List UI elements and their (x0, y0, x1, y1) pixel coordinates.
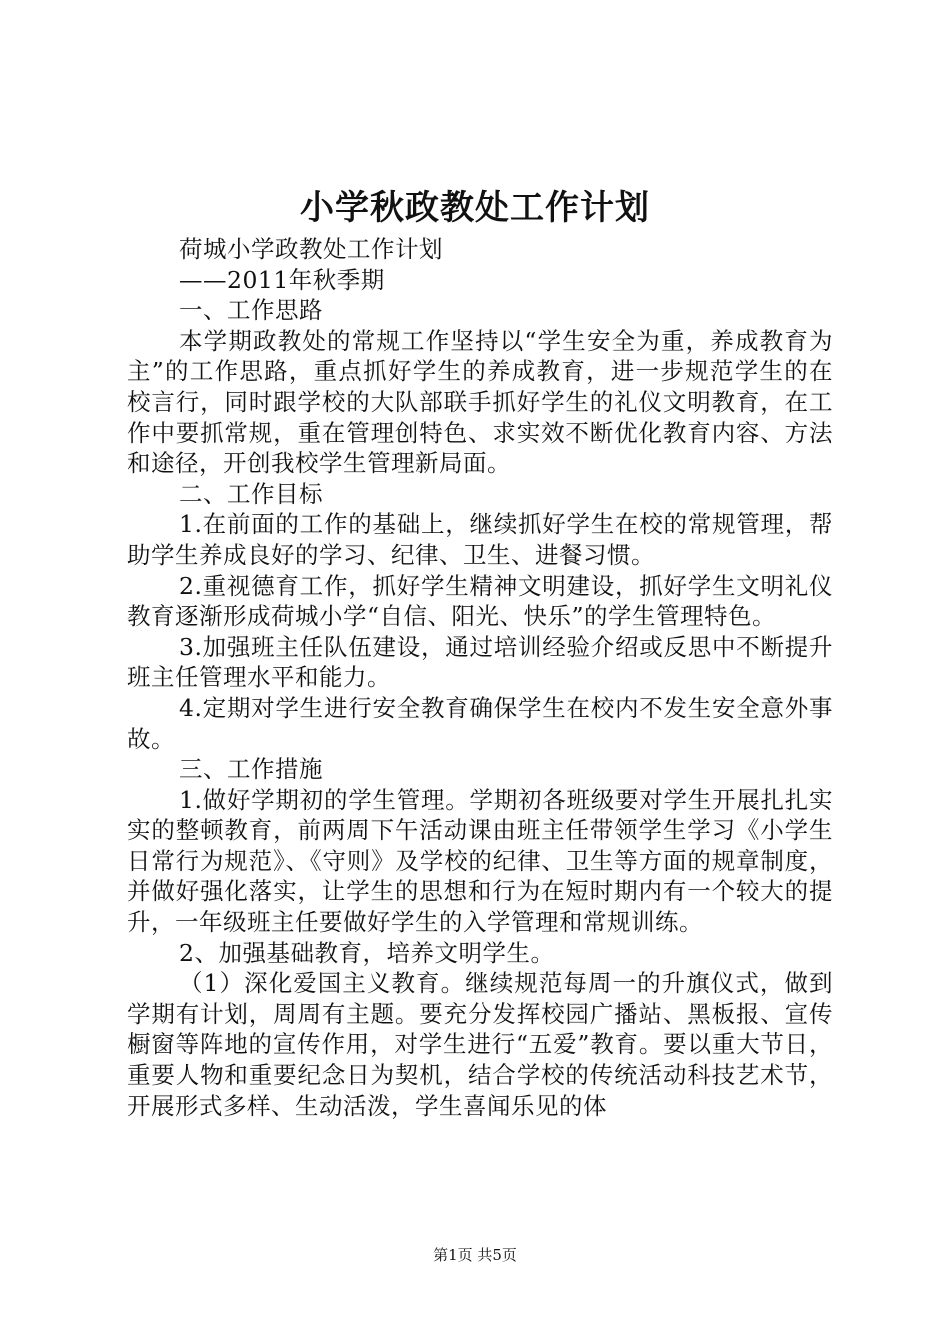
measure-item-2: 2、加强基础教育，培养文明学生。 (179, 938, 555, 967)
paragraph-work-idea: 本学期政教处的常规工作坚持以“学生安全为重，养成教育为主”的工作思路，重点抓好学生的养成教育，进一步规范学生的在校言行，同时跟学校的大队部联手抓好学生的礼仪文明教育，在工作中要抓常规，重在管理创特色、求实效不断优化教育内容、方法和途径，开创我校学生管理新局面。 (127, 326, 833, 478)
school-plan-heading: 荷城小学政教处工作计划 (179, 235, 443, 263)
page-footer: 第1页 共5页 (433, 1246, 517, 1264)
document-title: 小学秋政教处工作计划 (300, 188, 650, 228)
goal-item-3: 3.加强班主任队伍建设，通过培训经验介绍或反思中不断提升班主任管理水平和能力。 (127, 632, 833, 692)
measure-item-1: 1.做好学期初的学生管理。学期初各班级要对学生开展扎扎实实的整顿教育，前两周下午活动课由班主任带领学生学习《小学生日常行为规范》、《守则》及学校的纪律、卫生等方面的规章制度，并做好强化落实，让学生的思想和行为在短时期内有一个较大的提升，一年级班主任要做好学生的入学管理和常规训练。 (127, 785, 833, 937)
measure-subitem-1: （1）深化爱国主义教育。继续规范每周一的升旗仪式，做到学期有计划，周周有主题。要充分发挥校园广播站、黑板报、宣传橱窗等阵地的宣传作用，对学生进行“五爱”教育。要以重大节日，重要人物和重要纪念日为契机，结合学校的传统活动科技艺术节，开展形式多样、生动活泼，学生喜闻乐见的体 (127, 969, 833, 1120)
goal-item-4: 4.定期对学生进行安全教育确保学生在校内不发生安全意外事故。 (127, 693, 833, 753)
goal-item-2: 2.重视德育工作，抓好学生精神文明建设，抓好学生文明礼仪教育逐渐形成荷城小学“自信、阳光、快乐”的学生管理特色。 (127, 571, 833, 631)
goal-item-1: 1.在前面的工作的基础上，继续抓好学生在校的常规管理，帮助学生养成良好的学习、纪律、卫生、进餐习惯。 (127, 510, 833, 569)
document-body (127, 234, 833, 1121)
section-heading-2: 二、工作目标 (179, 479, 323, 508)
section-heading-1: 一、工作思路 (179, 296, 323, 325)
section-heading-3: 三、工作措施 (179, 755, 323, 784)
term-subtitle: ——2011年秋季期 (179, 265, 385, 294)
